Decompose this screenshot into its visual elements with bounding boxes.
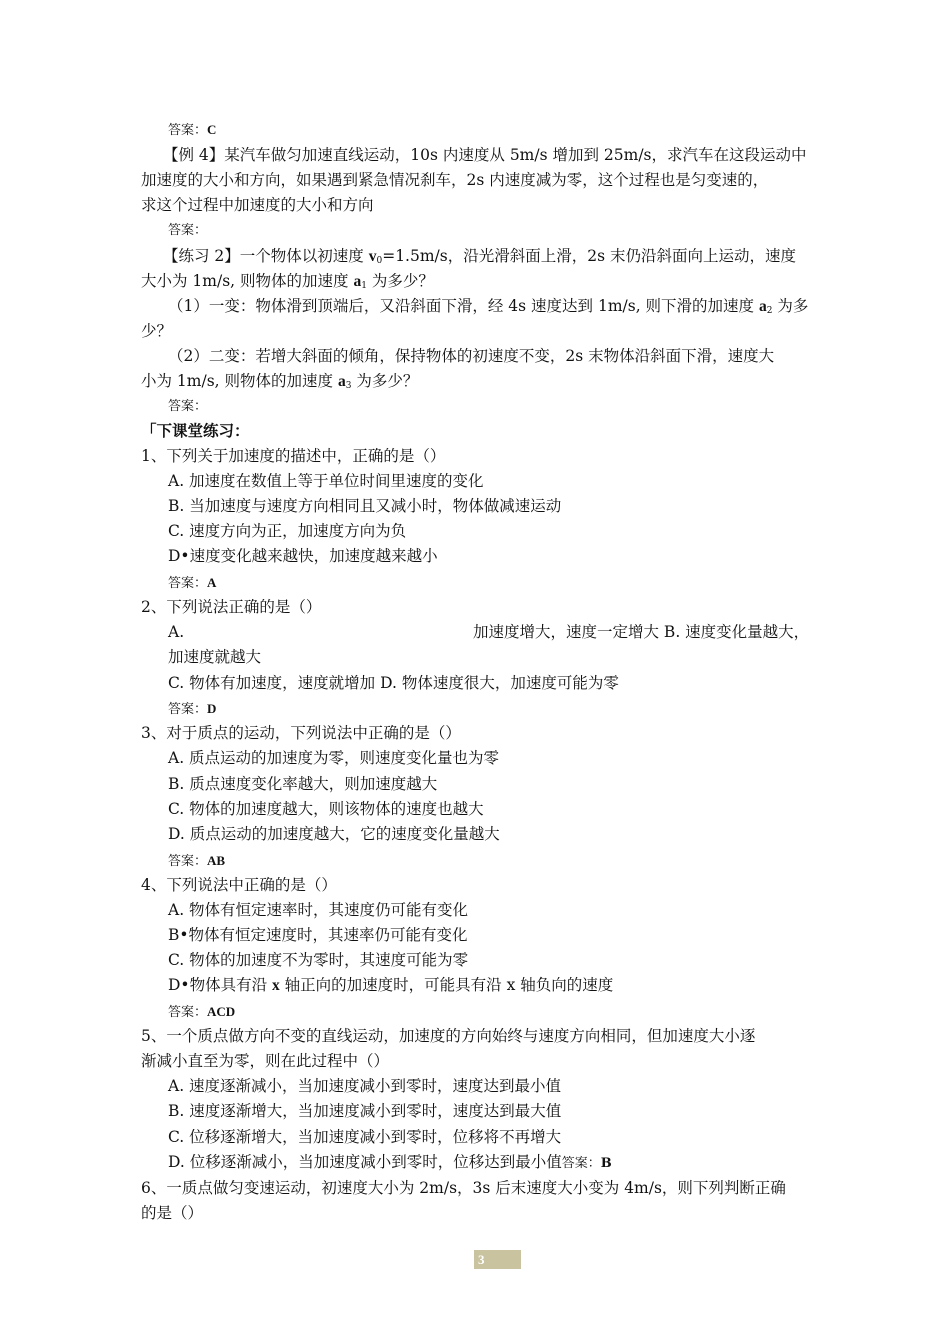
question1-option-c: C. 速度方向为正，加速度方向为负 [168, 522, 407, 540]
answer-value: AB [207, 853, 226, 868]
question2-option-c-d: C. 物体有加速度，速度就增加 D. 物体速度很大，加速度可能为零 [168, 674, 619, 692]
variant2-line2 [141, 371, 418, 396]
text: =1.5m/s，沿光滑斜面上滑，2s 末仍沿斜面向上运动，速度 [382, 247, 796, 265]
answer-label: 答案： [168, 702, 208, 717]
question3-option-d: D. 质点运动的加速度越大，它的速度变化量越大 [168, 825, 500, 843]
subscript: 0 [376, 256, 383, 266]
question5-option-a: A. 速度逐渐减小，当加速度减小到零时，速度达到最小值 [168, 1077, 562, 1095]
page-number: 3 [474, 1250, 521, 1269]
question3: 3、对于质点的运动，下列说法中正确的是（） [141, 724, 461, 742]
question4: 4、下列说法中正确的是（） [141, 876, 337, 894]
question5-line2: 渐减小直至为零，则在此过程中（） [141, 1052, 390, 1070]
question4-option-b: B•物体有恒定速度时，其速率仍可能有变化 [168, 926, 468, 944]
section-title: 「下课堂练习： [141, 421, 250, 440]
question2-option-b-cont: 加速度就越大 [168, 648, 262, 666]
question2-option-a-b: 加速度增大，速度一定增大 B. 速度变化量越大， [473, 623, 810, 641]
example4-line1: 【例 4】某汽车做匀加速直线运动，10s 内速度从 5m/s 增加到 25m/s，求汽车在这段运动中 [163, 146, 807, 164]
question5-option-b: B. 速度逐渐增大，当加速度减小到零时，速度达到最大值 [168, 1102, 562, 1120]
text: 小为 1m/s, 则物体的加速度 [141, 372, 338, 390]
a-symbol: a [353, 273, 362, 290]
question2: 2、下列说法正确的是（） [141, 598, 322, 616]
answer-label: 答案： [168, 576, 208, 591]
practice2-line2 [141, 271, 434, 296]
text: D•物体具有沿 [168, 976, 272, 994]
question6-line1: 6、一质点做匀变速运动，初速度大小为 2m/s，3s 后末速度大小变为 4m/s，则下列判断正确 [141, 1179, 786, 1197]
answer-line-example4: 答案： [168, 223, 208, 238]
answer-line-q4 [168, 1002, 235, 1023]
text: 为多少？ [351, 372, 419, 390]
a-symbol: a [337, 373, 346, 390]
x-symbol: x [272, 977, 280, 994]
question3-option-c: C. 物体的加速度越大，则该物体的速度也越大 [168, 800, 484, 818]
answer-value: ACD [207, 1004, 236, 1019]
variant2-line1: （2）二变：若增大斜面的倾角，保持物体的初速度不变，2s 末物体沿斜面下滑，速度大 [168, 347, 775, 365]
answer-line-q1 [168, 573, 216, 594]
text: 为多少？ [366, 272, 434, 290]
answer-line-q3 [168, 851, 225, 872]
question1-option-b: B. 当加速度与速度方向相同且又减小时，物体做减速运动 [168, 497, 562, 515]
subscript: 1 [361, 281, 367, 291]
question4-option-c: C. 物体的加速度不为零时，其速度可能为零 [168, 951, 469, 969]
question1: 1、下列关于加速度的描述中，正确的是（） [141, 447, 446, 465]
example4-line3: 求这个过程中加速度的大小和方向 [141, 196, 374, 214]
answer-label: 答案： [168, 1005, 208, 1020]
answer-label: 答案： [168, 123, 208, 138]
text: 【练习 2】一个物体以初速度 [163, 247, 369, 265]
answer-value: C [207, 122, 217, 137]
question2-option-a-label: A. [168, 623, 185, 641]
subscript: 3 [345, 381, 352, 391]
question3-option-a: A. 质点运动的加速度为零，则速度变化量也为零 [168, 749, 500, 767]
answer-value: D [207, 701, 217, 716]
question4-option-d [168, 975, 613, 996]
subscript: 2 [766, 306, 773, 316]
question5-option-c: C. 位移逐渐增大，当加速度减小到零时，位移将不再增大 [168, 1128, 562, 1146]
example4-line2: 加速度的大小和方向，如果遇到紧急情况刹车，2s 内速度减为零，这个过程也是匀变速的， [141, 171, 769, 189]
question5-option-d [168, 1152, 612, 1174]
answer-label: 答案： [168, 854, 208, 869]
question4-option-a: A. 物体有恒定速率时，其速度仍可能有变化 [168, 901, 469, 919]
practice2-line1 [163, 246, 796, 271]
answer-value: B [600, 1156, 612, 1171]
text: 为多 [772, 297, 809, 315]
question1-option-a: A. 加速度在数值上等于单位时间里速度的变化 [168, 472, 484, 490]
question1-option-d: D•速度变化越来越快，加速度越来越小 [168, 547, 438, 565]
text: D. 位移逐渐减小，当加速度减小到零时，位移达到最小值 [168, 1153, 562, 1171]
variant1-line2: 少？ [141, 322, 173, 340]
answer-line-practice2: 答案： [168, 399, 208, 414]
text: 大小为 1m/s, 则物体的加速度 [141, 272, 354, 290]
v-symbol: v [368, 248, 377, 265]
a-symbol: a [758, 298, 767, 315]
question5-line1: 5、一个质点做方向不变的直线运动，加速度的方向始终与速度方向相同，但加速度大小逐 [141, 1027, 756, 1045]
variant1-line1 [168, 296, 808, 321]
answer-line-example3 [168, 120, 216, 141]
text: 轴正向的加速度时，可能具有沿 x 轴负向的速度 [279, 976, 614, 994]
answer-label: 答案： [561, 1156, 601, 1171]
text: （1）一变：物体滑到顶端后，又沿斜面下滑，经 4s 速度达到 1m/s, 则下滑的加速度 [168, 297, 759, 315]
answer-line-q2 [168, 699, 216, 720]
question6-line2: 的是（） [141, 1204, 204, 1222]
answer-value: A [207, 575, 217, 590]
question3-option-b: B. 质点速度变化率越大，则加速度越大 [168, 775, 438, 793]
